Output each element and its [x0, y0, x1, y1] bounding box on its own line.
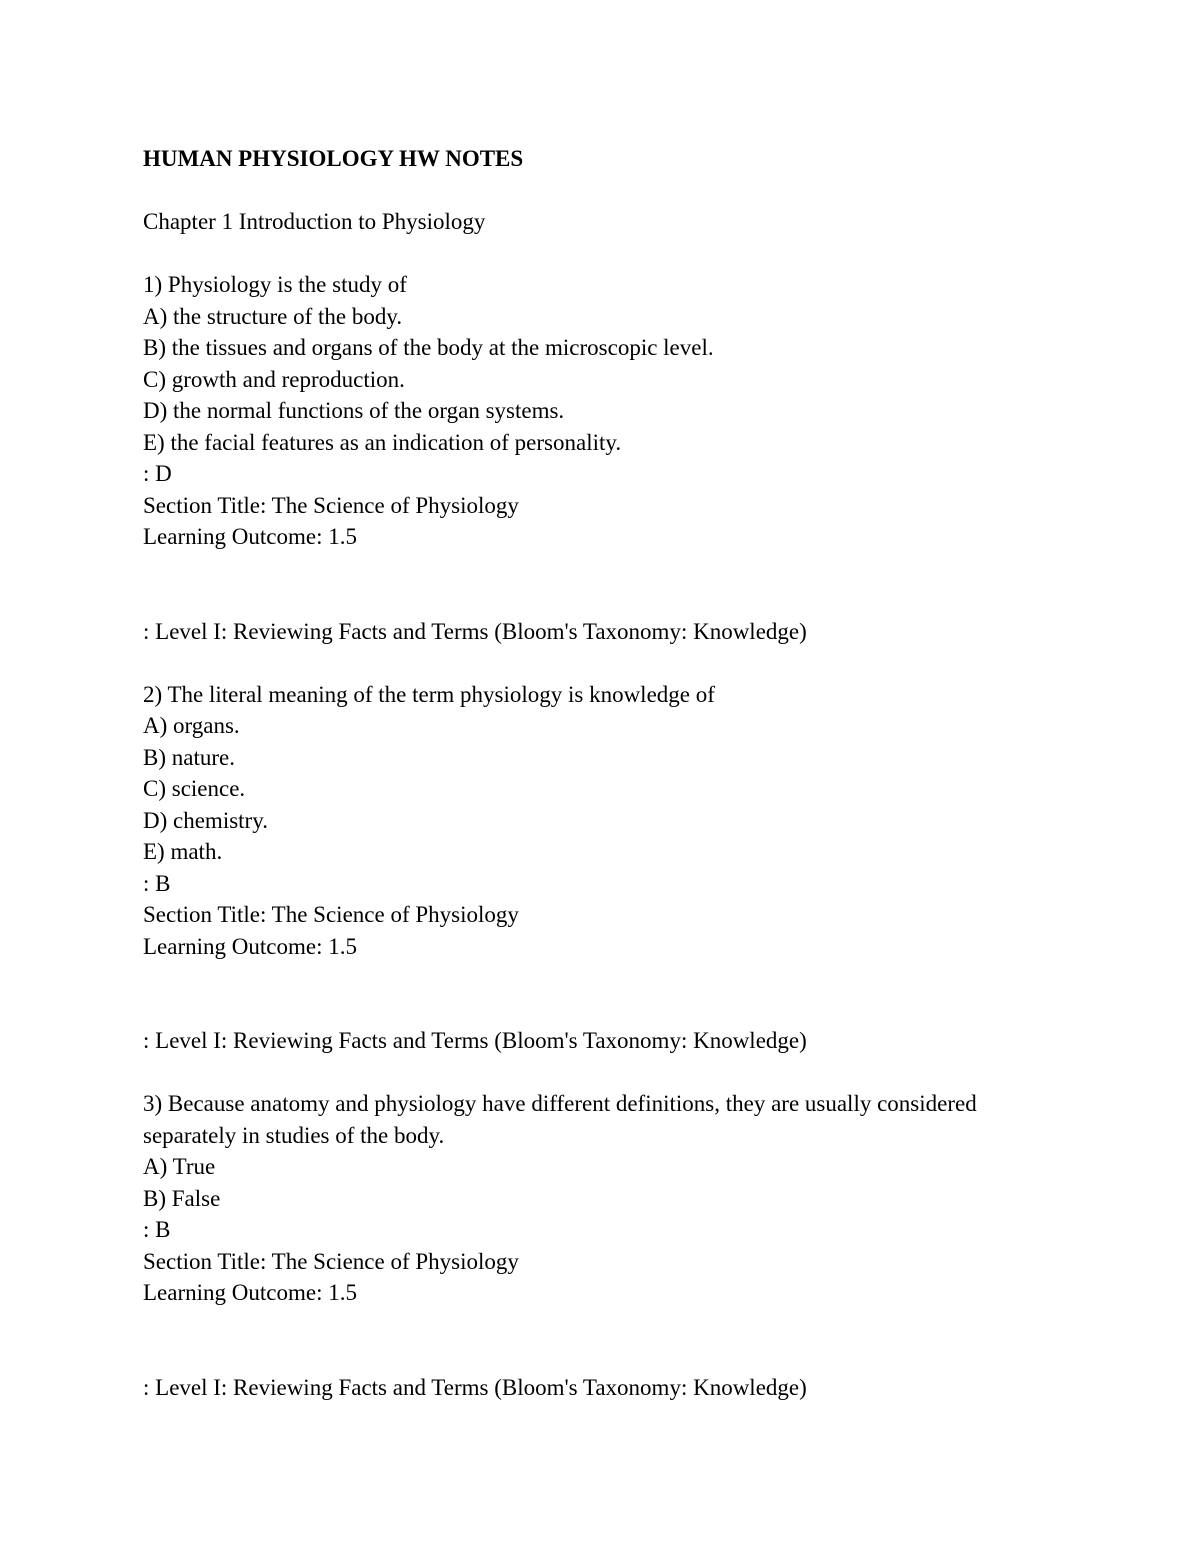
option-b: B) nature.	[143, 744, 235, 770]
option-b: B) the tissues and organs of the body at the microscopic level.	[143, 335, 714, 360]
option-a: A) organs.	[143, 713, 240, 738]
taxonomy-level: : Level I: Reviewing Facts and Terms (Bloom's Taxonomy: Knowledge)	[143, 1374, 807, 1400]
chapter-heading: Chapter 1 Introduction to Physiology	[143, 209, 486, 234]
option-a: A) True	[143, 1154, 216, 1179]
question-block-2	[143, 679, 1143, 1057]
document-title: HUMAN PHYSIOLOGY HW NOTES	[143, 146, 524, 171]
taxonomy-level: : Level I: Reviewing Facts and Terms (Bloom's Taxonomy: Knowledge)	[143, 618, 807, 644]
question-text: 1) Physiology is the study of	[143, 272, 407, 297]
option-a: A) the structure of the body.	[143, 303, 403, 329]
taxonomy-level: : Level I: Reviewing Facts and Terms (Bloom's Taxonomy: Knowledge)	[143, 1028, 807, 1053]
answer: : B	[143, 1217, 171, 1242]
option-c: C) growth and reproduction.	[143, 366, 405, 392]
section-title: Section Title: The Science of Physiology	[143, 1248, 519, 1274]
option-e: E) math.	[143, 839, 223, 864]
section-title: Section Title: The Science of Physiology	[143, 902, 519, 927]
question-block-3	[143, 1088, 1143, 1403]
option-e: E) the facial features as an indication of personality.	[143, 429, 622, 455]
learning-outcome: Learning Outcome: 1.5	[143, 1280, 357, 1305]
question-block-1	[143, 269, 1143, 647]
answer: : B	[143, 870, 171, 896]
option-d: D) the normal functions of the organ systems.	[143, 398, 565, 423]
answer: : D	[143, 461, 172, 486]
question-text: 2) The literal meaning of the term physiology is knowledge of	[143, 681, 715, 707]
option-c: C) science.	[143, 776, 246, 801]
option-b: B) False	[143, 1185, 221, 1211]
learning-outcome: Learning Outcome: 1.5	[143, 933, 357, 959]
document-page	[143, 143, 1143, 1403]
question-text: 3) Because anatomy and physiology have different definitions, they are usually considered separately in studies of the body.	[143, 1091, 977, 1148]
option-d: D) chemistry.	[143, 807, 268, 833]
learning-outcome: Learning Outcome: 1.5	[143, 524, 357, 549]
section-title: Section Title: The Science of Physiology	[143, 492, 519, 518]
